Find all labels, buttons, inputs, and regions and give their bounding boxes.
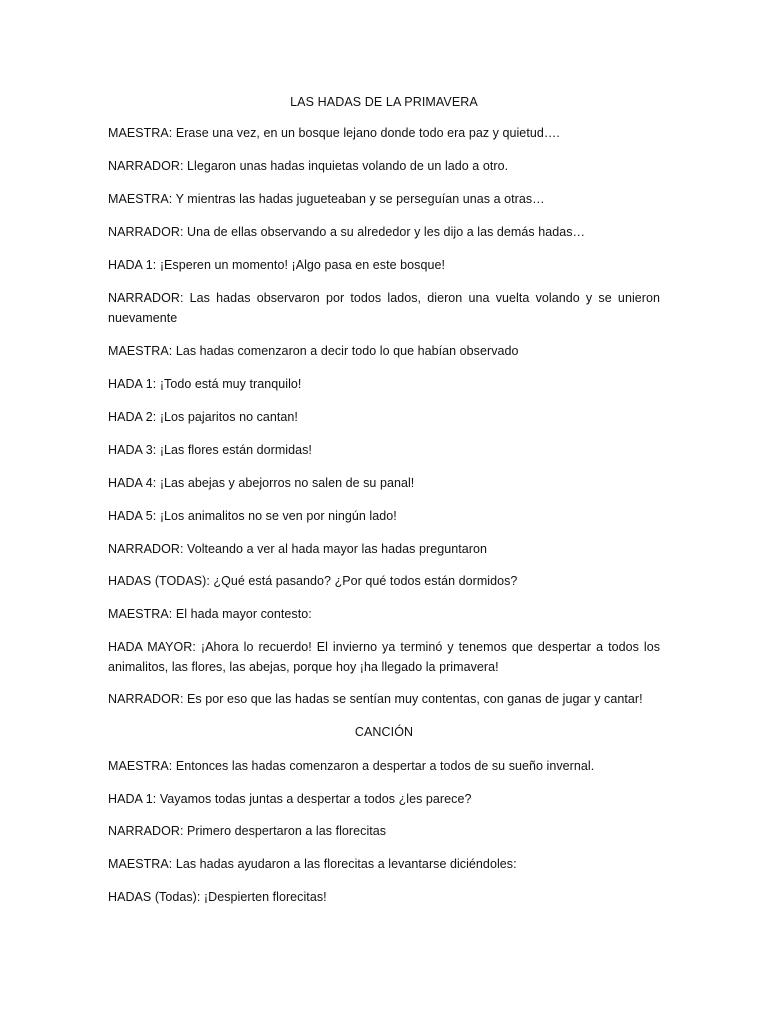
speaker-label: MAESTRA : <box>108 344 172 358</box>
paragraph-text: Primero despertaron a las florecitas <box>183 824 387 838</box>
speaker-label: MAESTRA : <box>108 607 172 621</box>
paragraph <box>108 854 660 874</box>
paragraph <box>108 156 660 176</box>
speaker-label: HADAS (TODAS) : <box>108 574 210 588</box>
paragraph <box>108 789 660 809</box>
paragraph <box>108 123 660 143</box>
speaker-label: MAESTRA : <box>108 126 172 140</box>
paragraph <box>108 506 660 526</box>
speaker-label: MAESTRA : <box>108 857 172 871</box>
speaker-label: HADA 1 : <box>108 377 156 391</box>
speaker-label: HADA 4 : <box>108 476 156 490</box>
document-title: LAS HADAS DE LA PRIMAVERA <box>290 95 478 109</box>
paragraph-text: ¡Esperen un momento! ¡Algo pasa en este bosque! <box>156 258 445 272</box>
speaker-label: HADA 3 : <box>108 443 156 457</box>
paragraph <box>108 473 660 493</box>
speaker-label: HADA 1 : <box>108 258 156 272</box>
paragraph-text: Entonces las hadas comenzaron a despertar a todos de su sueño invernal. <box>172 759 595 773</box>
paragraph <box>108 374 660 394</box>
speaker-label: NARRADOR : <box>108 225 183 239</box>
paragraph-text: ¡Los animalitos no se ven por ningún lado! <box>156 509 397 523</box>
paragraph <box>108 604 660 624</box>
paragraph <box>108 440 660 460</box>
paragraph <box>108 189 660 209</box>
paragraph-text: Las hadas ayudaron a las florecitas a levantarse diciéndoles: <box>172 857 517 871</box>
speaker-label: HADA MAYOR : <box>108 640 196 654</box>
paragraph <box>108 288 660 328</box>
paragraph-text: Llegaron unas hadas inquietas volando de un lado a otro. <box>183 159 509 173</box>
paragraph <box>108 689 660 709</box>
paragraph-text: Vayamos todas juntas a despertar a todos ¿les parece? <box>156 792 472 806</box>
paragraph <box>108 255 660 275</box>
paragraph <box>108 756 660 776</box>
paragraph <box>108 222 660 242</box>
paragraph-text: El hada mayor contesto: <box>172 607 312 621</box>
paragraph-text: Las hadas comenzaron a decir todo lo que habían observado <box>172 344 519 358</box>
paragraph <box>108 887 660 907</box>
speaker-label: MAESTRA : <box>108 759 172 773</box>
paragraph-text: Y mientras las hadas jugueteaban y se perseguían unas a otras… <box>172 192 545 206</box>
paragraph <box>108 407 660 427</box>
paragraph-text: ¡Los pajaritos no cantan! <box>156 410 298 424</box>
speaker-label: HADA 2 : <box>108 410 156 424</box>
paragraph-text: Volteando a ver al hada mayor las hadas preguntaron <box>183 542 487 556</box>
speaker-label: NARRADOR : <box>108 824 183 838</box>
paragraph-text: Es por eso que las hadas se sentían muy contentas, con ganas de jugar y cantar! <box>183 692 643 706</box>
paragraph-text: Una de ellas observando a su alrededor y les dijo a las demás hadas… <box>183 225 586 239</box>
section-title: CANCIÓN <box>354 725 414 739</box>
paragraph-text: Las hadas observaron por todos lados, dieron una vuelta volando y se unieron nuevamente <box>108 291 660 325</box>
speaker-label: NARRADOR : <box>108 159 183 173</box>
speaker-label: NARRADOR : <box>108 542 183 556</box>
paragraph-text: ¡Ahora lo recuerdo! El invierno ya terminó y tenemos que despertar a todos los animalitos, las flores, las abejas, porque hoy ¡ha llegado la primavera! <box>108 640 660 674</box>
speaker-label: NARRADOR : <box>108 692 183 706</box>
speaker-label: NARRADOR : <box>108 291 183 305</box>
paragraph-text: ¡Despierten florecitas! <box>200 890 327 904</box>
speaker-label: HADA 1 : <box>108 792 156 806</box>
paragraph <box>108 637 660 677</box>
paragraph <box>108 341 660 361</box>
paragraph-text: ¿Qué está pasando? ¿Por qué todos están dormidos? <box>209 574 518 588</box>
paragraph-text: ¡Las flores están dormidas! <box>156 443 312 457</box>
paragraph-text: ¡Las abejas y abejorros no salen de su panal! <box>156 476 415 490</box>
paragraph-text: Erase una vez, en un bosque lejano donde todo era paz y quietud…. <box>172 126 560 140</box>
paragraph <box>108 571 660 591</box>
paragraph <box>108 539 660 559</box>
speaker-label: MAESTRA : <box>108 192 172 206</box>
paragraph <box>108 821 660 841</box>
paragraph-text: ¡Todo está muy tranquilo! <box>156 377 302 391</box>
speaker-label: HADA 5 : <box>108 509 156 523</box>
speaker-label: HADAS (Todas) : <box>108 890 200 904</box>
